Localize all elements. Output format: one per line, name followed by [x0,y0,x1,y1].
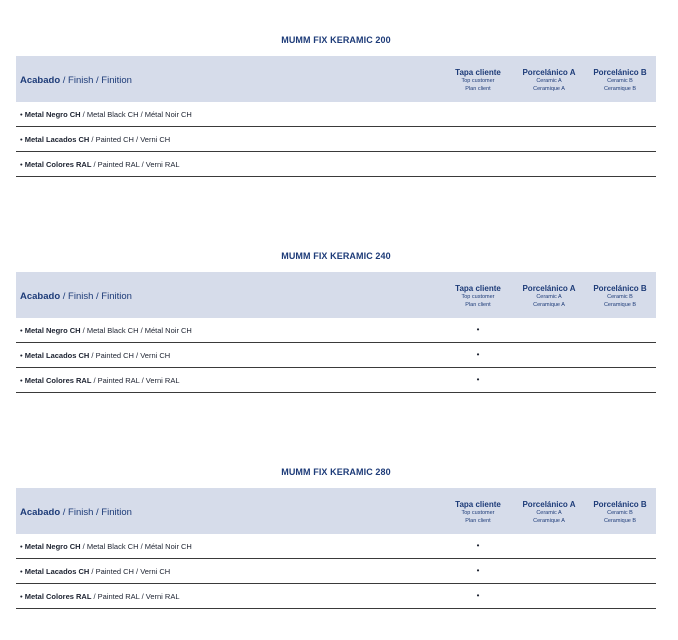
row-label: • Metal Lacados CH / Painted CH / Verni CH [20,351,171,360]
column-header-ceramic-a: Porcelánico A Ceramic A Ceramique A [522,284,576,308]
table-row [16,534,656,559]
row-label: • Metal Colores RAL / Painted RAL / Verni RAL [20,160,180,169]
column-header-ceramic-b: Porcelánico B Ceramic B Ceramique B [593,68,647,92]
column-header-ceramic-a: Porcelánico A Ceramic A Ceramique A [522,500,576,524]
table-row [16,102,656,127]
availability-mark: • [476,541,480,550]
section-title: MUMM FIX KERAMIC 200 [281,35,391,45]
row-label: • Metal Colores RAL / Painted RAL / Verni RAL [20,376,180,385]
table-row [16,559,656,584]
section-title: MUMM FIX KERAMIC 280 [281,467,391,477]
table-row [16,584,656,609]
finish-column-header: Acabado / Finish / Finition [20,75,132,86]
availability-mark: • [476,350,480,359]
table-header [16,272,656,318]
availability-mark: • [476,591,480,600]
section-title: MUMM FIX KERAMIC 240 [281,251,391,261]
column-header-ceramic-b: Porcelánico B Ceramic B Ceramique B [593,284,647,308]
finish-column-header: Acabado / Finish / Finition [20,507,132,518]
availability-mark: • [476,325,480,334]
column-header-top-customer: Tapa cliente Top customer Plan client [455,68,501,92]
column-header-ceramic-b: Porcelánico B Ceramic B Ceramique B [593,500,647,524]
finish-table-keramic-280 [16,466,656,609]
finish-column-header: Acabado / Finish / Finition [20,291,132,302]
availability-mark: • [476,566,480,575]
row-label: • Metal Negro CH / Metal Black CH / Métal Noir CH [20,326,192,335]
finish-table-keramic-200 [16,34,656,177]
table-row [16,318,656,343]
row-label: • Metal Lacados CH / Painted CH / Verni CH [20,567,171,576]
table-row [16,127,656,152]
column-header-top-customer: Tapa cliente Top customer Plan client [455,284,501,308]
column-header-top-customer: Tapa cliente Top customer Plan client [455,500,501,524]
finish-table-keramic-240 [16,250,656,393]
column-header-ceramic-a: Porcelánico A Ceramic A Ceramique A [522,68,576,92]
row-label: • Metal Negro CH / Metal Black CH / Métal Noir CH [20,542,192,551]
row-label: • Metal Negro CH / Metal Black CH / Métal Noir CH [20,110,192,119]
row-label: • Metal Lacados CH / Painted CH / Verni CH [20,135,171,144]
availability-mark: • [476,375,480,384]
table-header [16,56,656,102]
table-row [16,368,656,393]
table-row [16,343,656,368]
row-label: • Metal Colores RAL / Painted RAL / Verni RAL [20,592,180,601]
table-row [16,152,656,177]
table-header [16,488,656,534]
